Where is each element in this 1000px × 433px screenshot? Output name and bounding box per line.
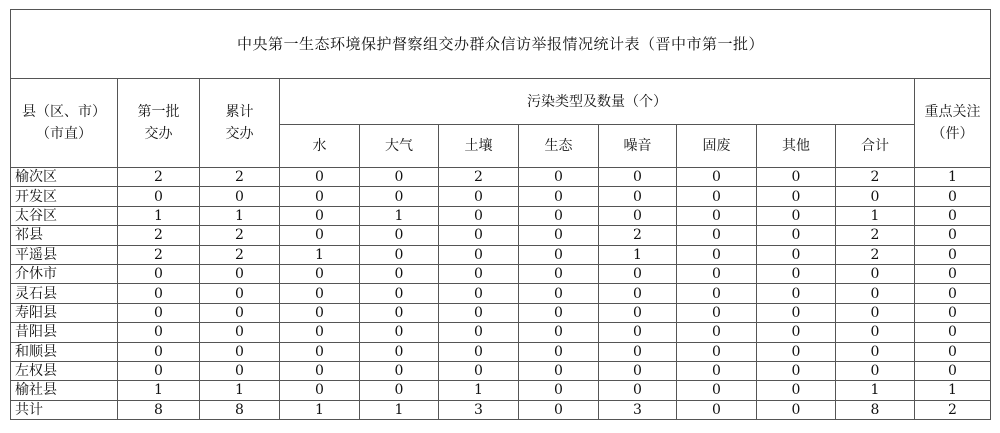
row-county-name: 榆次区	[11, 168, 118, 187]
row-cell: 0	[757, 342, 836, 361]
row-cell: 0	[519, 303, 599, 322]
row-cell: 0	[360, 264, 439, 283]
header-type-noise: 噪音	[599, 125, 677, 168]
header-cumulative-line1: 累计	[225, 104, 254, 120]
row-cell: 0	[677, 323, 757, 342]
header-type-water: 水	[280, 125, 360, 168]
row-county-name: 平遥县	[11, 245, 118, 264]
row-cell: 0	[836, 264, 915, 283]
row-cell: 2	[836, 168, 915, 187]
header-county	[11, 79, 118, 168]
row-cell: 0	[915, 361, 991, 380]
row-cell: 0	[519, 342, 599, 361]
row-cell: 0	[836, 303, 915, 322]
row-cell: 0	[757, 245, 836, 264]
table-title: 中央第一生态环境保护督察组交办群众信访举报情况统计表（晋中市第一批）	[11, 10, 991, 79]
row-cell: 1	[836, 206, 915, 225]
row-cell: 2	[118, 226, 200, 245]
row-cell: 2	[200, 226, 280, 245]
row-cell: 0	[439, 361, 519, 380]
row-cell: 0	[280, 206, 360, 225]
row-cell: 0	[280, 303, 360, 322]
header-cumulative-line2: 交办	[225, 126, 254, 142]
row-cell: 0	[915, 303, 991, 322]
row-cell: 0	[280, 226, 360, 245]
header-type-solid-waste: 固废	[677, 125, 757, 168]
row-cell: 0	[599, 187, 677, 206]
table-row	[11, 187, 991, 206]
row-cell: 0	[757, 361, 836, 380]
header-cumulative	[200, 79, 280, 168]
row-cell: 1	[599, 245, 677, 264]
row-cell: 0	[200, 187, 280, 206]
row-cell: 1	[280, 400, 360, 419]
row-cell: 0	[200, 342, 280, 361]
row-cell: 1	[439, 381, 519, 400]
row-cell: 0	[519, 264, 599, 283]
row-county-name: 祁县	[11, 226, 118, 245]
row-cell: 0	[118, 284, 200, 303]
row-cell: 0	[836, 187, 915, 206]
row-cell: 0	[439, 284, 519, 303]
row-cell: 0	[677, 400, 757, 419]
header-key-focus-line1: 重点关注	[924, 104, 981, 120]
row-cell: 2	[118, 245, 200, 264]
header-first-batch-line2: 交办	[144, 126, 173, 142]
row-cell: 8	[836, 400, 915, 419]
row-cell: 1	[360, 206, 439, 225]
row-cell: 8	[200, 400, 280, 419]
row-cell: 0	[599, 361, 677, 380]
row-cell: 0	[439, 264, 519, 283]
header-type-total: 合计	[836, 125, 915, 168]
row-cell: 0	[599, 264, 677, 283]
row-cell: 0	[439, 303, 519, 322]
row-cell: 0	[280, 284, 360, 303]
row-cell: 0	[118, 303, 200, 322]
row-cell: 0	[280, 361, 360, 380]
header-type-ecology: 生态	[519, 125, 599, 168]
row-cell: 0	[360, 187, 439, 206]
row-county-name: 寿阳县	[11, 303, 118, 322]
row-cell: 2	[836, 226, 915, 245]
row-cell: 0	[200, 323, 280, 342]
row-cell: 0	[118, 342, 200, 361]
row-county-name: 介休市	[11, 264, 118, 283]
row-cell: 0	[439, 187, 519, 206]
row-cell: 0	[677, 264, 757, 283]
row-cell: 0	[915, 284, 991, 303]
row-cell: 0	[677, 226, 757, 245]
row-cell: 0	[836, 284, 915, 303]
row-cell: 2	[836, 245, 915, 264]
row-cell: 0	[599, 206, 677, 225]
header-pollution-group: 污染类型及数量（个）	[280, 79, 915, 125]
row-cell: 0	[677, 206, 757, 225]
row-cell: 0	[915, 187, 991, 206]
row-cell: 0	[519, 400, 599, 419]
row-cell: 0	[757, 226, 836, 245]
row-cell: 0	[599, 342, 677, 361]
row-cell: 2	[200, 245, 280, 264]
row-cell: 0	[118, 187, 200, 206]
row-cell: 0	[519, 226, 599, 245]
row-county-name: 开发区	[11, 187, 118, 206]
row-cell: 0	[677, 245, 757, 264]
row-cell: 1	[118, 206, 200, 225]
row-cell: 3	[599, 400, 677, 419]
row-cell: 0	[757, 303, 836, 322]
row-cell: 0	[757, 381, 836, 400]
row-cell: 0	[915, 245, 991, 264]
row-cell: 0	[757, 168, 836, 187]
table-row	[11, 284, 991, 303]
row-cell: 0	[677, 284, 757, 303]
table-row	[11, 361, 991, 380]
row-cell: 0	[757, 206, 836, 225]
row-county-name: 和顺县	[11, 342, 118, 361]
row-cell: 0	[677, 187, 757, 206]
header-key-focus-line2: （件）	[931, 126, 974, 142]
row-cell: 0	[677, 361, 757, 380]
row-cell: 0	[280, 187, 360, 206]
row-cell: 0	[200, 303, 280, 322]
row-cell: 8	[118, 400, 200, 419]
row-cell: 0	[200, 264, 280, 283]
row-cell: 0	[360, 361, 439, 380]
row-cell: 2	[599, 226, 677, 245]
row-county-name: 左权县	[11, 361, 118, 380]
row-cell: 0	[280, 168, 360, 187]
row-cell: 0	[280, 381, 360, 400]
header-type-air: 大气	[360, 125, 439, 168]
header-key-focus	[915, 79, 991, 168]
table-row	[11, 245, 991, 264]
row-county-name: 太谷区	[11, 206, 118, 225]
row-cell: 0	[519, 323, 599, 342]
row-cell: 0	[360, 245, 439, 264]
row-cell: 0	[360, 168, 439, 187]
row-cell: 0	[360, 284, 439, 303]
row-cell: 0	[360, 323, 439, 342]
row-cell: 0	[836, 323, 915, 342]
row-cell: 0	[519, 168, 599, 187]
row-cell: 0	[280, 342, 360, 361]
row-cell: 2	[200, 168, 280, 187]
row-cell: 2	[439, 168, 519, 187]
row-cell: 3	[439, 400, 519, 419]
row-cell: 1	[915, 381, 991, 400]
row-cell: 0	[915, 342, 991, 361]
row-cell: 0	[677, 303, 757, 322]
table-row	[11, 303, 991, 322]
row-cell: 0	[200, 284, 280, 303]
row-cell: 0	[677, 342, 757, 361]
row-cell: 0	[915, 206, 991, 225]
row-cell: 2	[915, 400, 991, 419]
table-row	[11, 206, 991, 225]
row-cell: 0	[439, 245, 519, 264]
row-cell: 0	[519, 381, 599, 400]
row-cell: 1	[200, 206, 280, 225]
row-cell: 0	[519, 206, 599, 225]
header-county-line2: （市直）	[36, 126, 92, 142]
row-cell: 1	[836, 381, 915, 400]
row-cell: 0	[757, 323, 836, 342]
table-row	[11, 323, 991, 342]
row-cell: 0	[439, 226, 519, 245]
row-cell: 2	[118, 168, 200, 187]
row-cell: 0	[915, 226, 991, 245]
row-cell: 0	[677, 381, 757, 400]
row-cell: 0	[118, 323, 200, 342]
row-cell: 0	[200, 361, 280, 380]
row-cell: 0	[599, 323, 677, 342]
table-row	[11, 226, 991, 245]
row-cell: 0	[519, 245, 599, 264]
row-cell: 0	[360, 303, 439, 322]
row-cell: 0	[915, 264, 991, 283]
row-cell: 0	[280, 264, 360, 283]
table-row	[11, 381, 991, 400]
row-cell: 0	[360, 342, 439, 361]
row-cell: 0	[836, 361, 915, 380]
row-cell: 0	[757, 400, 836, 419]
row-cell: 0	[757, 187, 836, 206]
table-row	[11, 400, 991, 419]
row-cell: 0	[118, 264, 200, 283]
row-cell: 0	[915, 323, 991, 342]
row-cell: 0	[519, 284, 599, 303]
table-row	[11, 342, 991, 361]
header-type-other: 其他	[757, 125, 836, 168]
row-cell: 0	[360, 226, 439, 245]
row-cell: 0	[439, 342, 519, 361]
row-county-name: 昔阳县	[11, 323, 118, 342]
row-cell: 0	[360, 381, 439, 400]
row-cell: 1	[915, 168, 991, 187]
row-cell: 1	[280, 245, 360, 264]
row-cell: 0	[439, 323, 519, 342]
row-cell: 0	[280, 323, 360, 342]
row-cell: 1	[200, 381, 280, 400]
row-cell: 0	[757, 284, 836, 303]
row-county-name: 灵石县	[11, 284, 118, 303]
row-cell: 0	[599, 284, 677, 303]
row-cell: 0	[599, 168, 677, 187]
statistics-table-container	[10, 9, 990, 420]
row-cell: 0	[836, 342, 915, 361]
complaint-statistics-table	[10, 9, 991, 420]
table-row	[11, 264, 991, 283]
header-first-batch	[118, 79, 200, 168]
table-row	[11, 168, 991, 187]
header-type-soil: 土壤	[439, 125, 519, 168]
row-cell: 0	[439, 206, 519, 225]
row-cell: 1	[118, 381, 200, 400]
row-cell: 0	[519, 187, 599, 206]
row-county-name: 榆社县	[11, 381, 118, 400]
header-first-batch-line1: 第一批	[137, 104, 180, 120]
row-county-name: 共计	[11, 400, 118, 419]
row-cell: 0	[519, 361, 599, 380]
row-cell: 0	[757, 264, 836, 283]
row-cell: 0	[599, 381, 677, 400]
header-county-line1: 县（区、市）	[22, 104, 106, 120]
row-cell: 0	[677, 168, 757, 187]
row-cell: 0	[599, 303, 677, 322]
row-cell: 0	[118, 361, 200, 380]
row-cell: 1	[360, 400, 439, 419]
